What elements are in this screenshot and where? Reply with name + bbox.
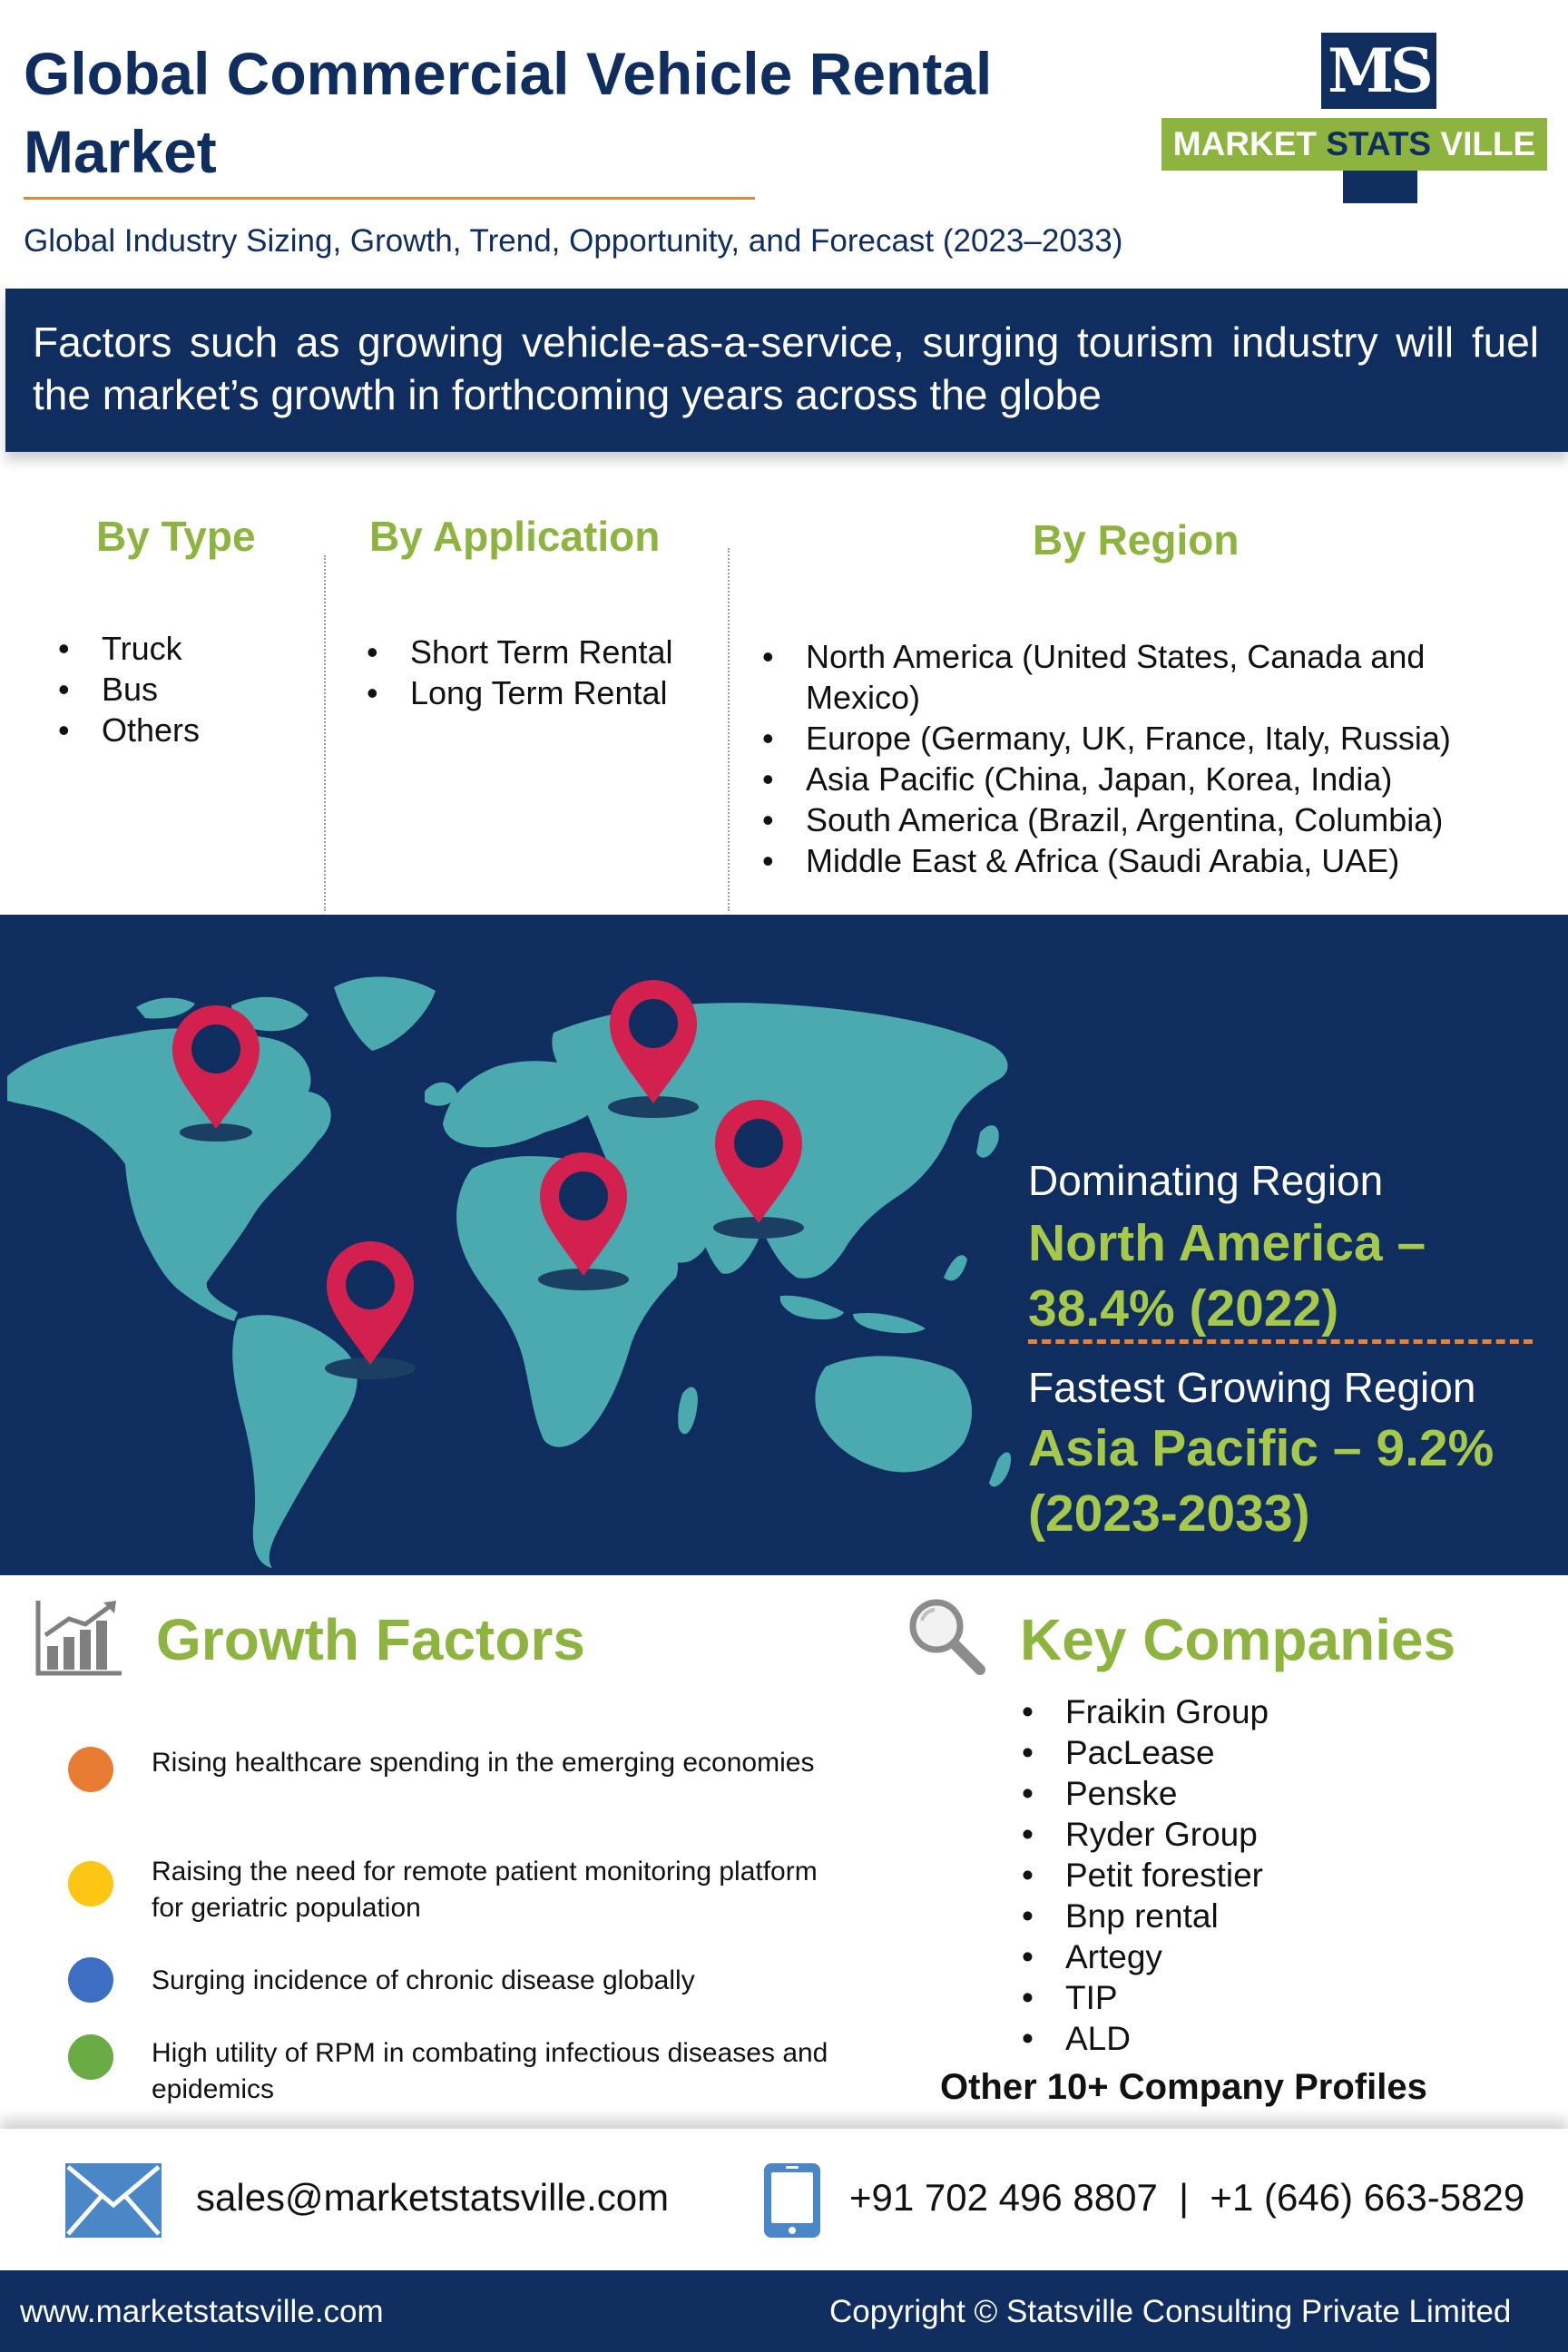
- fastest-region-value: Asia Pacific – 9.2% (2023-2033): [1028, 1419, 1494, 1543]
- region-map-band: [0, 915, 1568, 1575]
- envelope-icon: [65, 2163, 162, 2238]
- list-item: • Petit forestier: [1022, 1855, 1269, 1896]
- list-item: • Middle East & Africa (Saudi Arabia, UAE): [762, 840, 1524, 881]
- phone-numbers[interactable]: +91 702 496 8807 | +1 (646) 663-5829: [849, 2176, 1525, 2219]
- list-item: • Long Term Rental: [367, 672, 672, 713]
- list-item: • North America (United States, Canada and Mexico): [762, 636, 1524, 718]
- list-item: • Asia Pacific (China, Japan, Korea, India): [762, 759, 1524, 799]
- logo-text-left: MARKET: [1172, 125, 1327, 162]
- list-item: • Fraikin Group: [1022, 1691, 1269, 1732]
- growth-bullet-dot: [68, 2034, 113, 2080]
- companies-list-wrap: [1022, 1691, 1269, 2059]
- list-item: • Bnp rental: [1022, 1896, 1269, 1936]
- mobile-phone-icon: [762, 2161, 822, 2239]
- column-divider: [324, 555, 326, 911]
- page-title: Global Commercial Vehicle Rental Market: [24, 40, 993, 185]
- growth-bullet-dot: [68, 1957, 113, 2003]
- growth-factor-text: Raising the need for remote patient monitoring platform for geriatric population: [152, 1857, 818, 1923]
- market-stats-ville-logo: [1161, 33, 1547, 174]
- application-list: [367, 632, 672, 713]
- growth-bullet-dot: [68, 1747, 113, 1792]
- region-list: [762, 636, 1524, 881]
- logo-mark: MS: [1321, 33, 1436, 109]
- list-item: • Artegy: [1022, 1936, 1269, 1977]
- list-item: • South America (Brazil, Argentina, Columbia): [762, 799, 1524, 840]
- summary-banner: [5, 289, 1568, 452]
- list-item: • Truck: [58, 628, 200, 669]
- page-subtitle: Global Industry Sizing, Growth, Trend, Opportunity, and Forecast (2023–2033): [24, 223, 1123, 259]
- type-list: [58, 628, 200, 750]
- list-item: • Others: [58, 710, 200, 750]
- column-divider: [728, 548, 730, 911]
- by-application-heading: By Application: [369, 513, 661, 560]
- magnifier-icon: [906, 1595, 987, 1677]
- list-item: • Bus: [58, 669, 200, 710]
- list-item: • Europe (Germany, UK, France, Italy, Russia): [762, 718, 1524, 759]
- companies-list: [1022, 1691, 1269, 2059]
- logo-wordmark: [1161, 118, 1547, 171]
- growth-factor-text: Rising healthcare spending in the emerging economies: [152, 1748, 815, 1778]
- fastest-region-label: Fastest Growing Region: [1028, 1364, 1476, 1411]
- growth-factor-text: Surging incidence of chronic disease globally: [152, 1965, 695, 1995]
- contact-strip: [0, 2129, 1568, 2270]
- website-link[interactable]: www.marketstatsville.com: [20, 2294, 384, 2329]
- dominating-region-label: Dominating Region: [1028, 1157, 1384, 1204]
- list-item: • ALD: [1022, 2018, 1269, 2059]
- email-link[interactable]: sales@marketstatsville.com: [196, 2176, 670, 2219]
- growth-bullet-dot: [68, 1861, 113, 1906]
- growth-factor-text: High utility of RPM in combating infectious diseases and epidemics: [152, 2038, 828, 2104]
- more-companies-note: Other 10+ Company Profiles: [940, 2067, 1427, 2107]
- logo-text-mid: STATS: [1326, 125, 1432, 162]
- logo-stem: [1343, 171, 1417, 203]
- list-item: • Ryder Group: [1022, 1814, 1269, 1855]
- list-item: • Penske: [1022, 1773, 1269, 1814]
- copyright-text: Copyright © Statsville Consulting Private Limited: [829, 2294, 1512, 2329]
- stats-divider: [1028, 1339, 1533, 1344]
- page-footer: [0, 2270, 1568, 2352]
- dominating-region-value: North America – 38.4% (2022): [1028, 1214, 1426, 1338]
- growth-factors-heading: Growth Factors: [156, 1607, 585, 1672]
- list-item: • PacLease: [1022, 1732, 1269, 1773]
- bar-chart-icon: [34, 1599, 123, 1677]
- banner-text: Factors such as growing vehicle-as-a-service, surging tourism industry will fuel the market’s growth in forthcoming years across the globe: [33, 318, 1539, 418]
- world-map-land: [7, 976, 1011, 1568]
- list-item: • TIP: [1022, 1977, 1269, 2018]
- world-map: [0, 915, 1025, 1575]
- list-item: • Short Term Rental: [367, 632, 672, 672]
- by-region-heading: By Region: [1033, 516, 1240, 564]
- key-companies-heading: Key Companies: [1020, 1607, 1456, 1672]
- by-type-heading: By Type: [96, 513, 256, 560]
- title-underline: [24, 197, 755, 200]
- logo-text-right: VILLE: [1431, 125, 1536, 162]
